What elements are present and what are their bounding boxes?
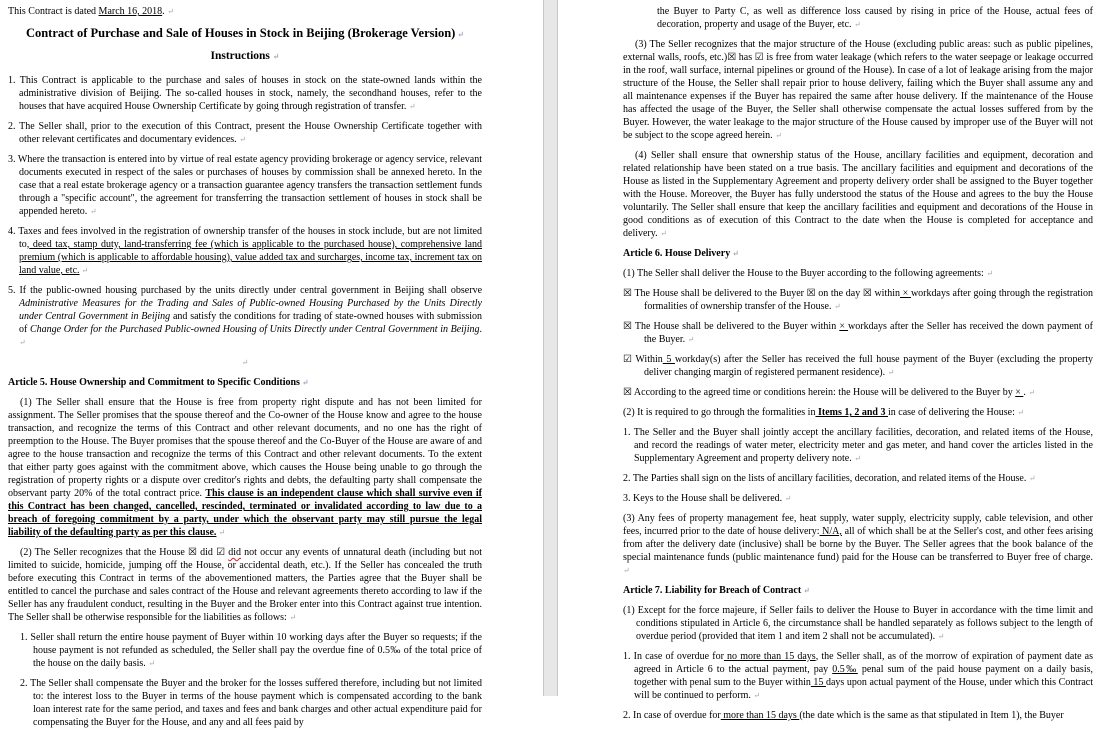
text-run: Article 7. Liability for Breach of Contract xyxy=(623,585,802,596)
list-marker: 2. xyxy=(8,121,20,132)
text-run: workdays after the Seller has received the down payment of the Buyer. xyxy=(644,321,1093,345)
text-run: penal sum of the paid house payment on a daily basis, together with penal sum to the Buyer within xyxy=(634,664,1093,688)
text-run: more than 15 days xyxy=(720,710,800,721)
paragraph-mark-icon: ↵ xyxy=(167,7,174,16)
text-run: The House shall be delivered to the Buyer ☒ on the day ☒ within xyxy=(634,288,901,299)
instructions-heading xyxy=(8,49,482,64)
text-run: In case of overdue for xyxy=(633,710,721,721)
text-run: Article 5. House Ownership and Commitment to Specific Conditions xyxy=(8,377,300,388)
paragraph-mark-icon: ↵ xyxy=(937,632,945,641)
overdue-item-1 xyxy=(623,650,1093,702)
list-marker: 2. xyxy=(623,710,633,721)
paragraph-mark-icon: ↵ xyxy=(89,207,97,216)
delivery-option-4 xyxy=(623,386,1093,399)
text-run: did xyxy=(228,547,241,558)
text-run: (2) It is required to go through the formalities in xyxy=(623,407,816,418)
text-run: . xyxy=(1023,387,1029,398)
text-run: March 16, 2018 xyxy=(98,6,163,17)
article6-para-1 xyxy=(623,267,1093,280)
page-gap-divider xyxy=(543,0,558,696)
checkbox-x-icon: ☒ xyxy=(623,387,634,398)
paragraph-mark-icon: ↵ xyxy=(775,131,782,140)
text-run: workday(s) after the Seller has received the full house payment of the Buyer (excluding the property deliver changing margin of registered permanent residence). xyxy=(644,354,1093,378)
list-marker: 3. xyxy=(8,154,18,165)
instruction-item-5 xyxy=(8,284,482,349)
empty-paragraph xyxy=(8,356,482,369)
text-run: deed tax, stamp duty, land-transferring fee (which is applicable to the purchased house), comprehensive land premium (which is applicable to affordable housing), value added tax and surcharges, income tax, increment tax on land value, etc. xyxy=(19,239,482,276)
paragraph-mark-icon: ↵ xyxy=(216,528,226,537)
article5-heading xyxy=(8,376,482,389)
checkbox-check-icon: ☑ xyxy=(623,354,636,365)
text-run: workdays after going through the registration formalities of ownership transfer of the House. xyxy=(644,288,1094,312)
text-run: Administrative Measures for the Trading and Sales of Public-owned Housing Purchased by the Units Directly under Central Government in Beijing xyxy=(19,298,482,322)
text-run: (3) Any fees of property management fee, heat supply, water supply, electricity supply, cable television, and other fees, incurred prior to the date of house delivery: xyxy=(623,513,1093,537)
page-left[interactable] xyxy=(8,5,482,736)
list-marker: (1) xyxy=(623,605,638,616)
paragraph-mark-icon: ↵ xyxy=(19,338,26,347)
text-run: , the Seller shall, as of the morrow of expiration of payment date as agreed in Article 6 to the actual payment, pay xyxy=(634,651,1094,675)
list-marker: 1. xyxy=(623,427,634,438)
text-run: (1) The Seller shall ensure that the House is free from property right dispute and has not been limited for assignment. The Seller promises that the spouse thereof and the Co-owner of the House know and agree to the house transaction, and recognize the terms of this Contract and other relevant documents, and no one has the right of preemption to the House. The Buyer promises that the spouse thereof and the Co-Buyer of the House are aware of and agree to the house transaction and recognize the terms of this Contract and other relevant documents. To the extent that either party goes against with the commitment above, which causes the House being unable to go through the registration of property rights or a dispute over creditor's rights and debts, the defaulting party shall compensate the observant party 20% of the total contract price. xyxy=(8,397,482,499)
paragraph-mark-icon: ↵ xyxy=(289,613,297,622)
text-run: Article 6. House Delivery xyxy=(623,248,731,259)
text-run: In case of overdue for xyxy=(633,651,724,662)
article5-para-3 xyxy=(623,38,1093,142)
article7-heading xyxy=(623,584,1093,597)
text-run: Within xyxy=(635,354,663,365)
checkbox-x-icon: ☒ xyxy=(623,321,635,332)
paragraph-mark-icon: ↵ xyxy=(730,249,739,258)
text-run: × xyxy=(900,288,911,299)
paragraph-mark-icon: ↵ xyxy=(239,135,246,144)
paragraph-mark-icon: ↵ xyxy=(660,229,667,238)
delivery-option-1 xyxy=(623,287,1093,313)
text-run: . xyxy=(162,6,168,17)
paragraph-mark-icon: ↵ xyxy=(148,659,155,668)
contract-title xyxy=(8,25,482,43)
paragraph-mark-icon: ↵ xyxy=(299,378,309,387)
paragraph-mark-icon: ↵ xyxy=(854,454,861,463)
text-run: 0.5‰ xyxy=(832,664,858,675)
instruction-item-4 xyxy=(8,225,482,277)
paragraph-mark-icon: ↵ xyxy=(455,30,465,39)
paragraph-mark-icon: ↵ xyxy=(887,368,895,377)
text-run: and satisfy the conditions for trading of state-owned houses with submission of xyxy=(19,311,482,335)
paragraph-mark-icon: ↵ xyxy=(801,586,810,595)
text-run: Where the transaction is entered into by virtue of real estate agency providing brokerage or agency service, relevant documents executed in respect of the sales or purchases of houses by commission shall be annexed hereto. In the case that a real estate brokerage agency or a transaction guarantee agency transfers the transaction settlement funds through a "specific account", the agreement for transferring the transaction settlement of houses in stock shall be appended hereto. xyxy=(17,154,482,217)
text-run: . xyxy=(479,324,482,335)
article5-para-2 xyxy=(8,546,482,624)
paragraph-mark-icon: ↵ xyxy=(79,266,89,275)
text-run: × xyxy=(1015,387,1024,398)
text-run: (the date which is the same as that stipulated in Item 1), the Buyer xyxy=(799,710,1064,721)
text-run: This Contract is applicable to the purchase and sales of houses in stock on the state-owned lands within the administrative division of Beijing. The so-called houses in stock, namely, the secondhand houses, refer to the houses that have acquired House Ownership Certificate by going through registration of transfer. xyxy=(19,75,482,112)
instruction-item-1 xyxy=(8,74,482,113)
text-run: in case of delivering the House: xyxy=(887,407,1018,418)
checkbox-x-icon: ☒ xyxy=(623,288,635,299)
text-run: Seller shall return the entire house payment of Buyer within 10 working days after the Buyer so requests; if the house payment is not refunded as scheduled, the Seller shall pay the overdue fine of 0.5‰ of the total price of the house on the daily basis. xyxy=(30,632,482,669)
paragraph-mark-icon: ↵ xyxy=(753,691,761,700)
paragraph-mark-icon: ↵ xyxy=(833,302,841,311)
list-marker: 3. xyxy=(623,493,633,504)
text-run: (4) Seller shall ensure that ownership status of the House, ancillary facilities and equipment, decoration and related relationship have been stated on a true basis. The ancillary facilities and equipment and decorations of the House as listed in the Supplementary Agreement and property delivery order shall be assigned to the Buyer together with the House. Moreover, the Buyer has fully understood the status of the House and agrees to the buy the House voluntarily. The Seller shall ensure that keep the ancillary facilities and equipment and decorations of the House in good conditions as of execution of this Contract to the date when the House is completed for acceptance and delivery. xyxy=(623,150,1093,239)
instruction-item-3 xyxy=(8,153,482,218)
text-run: (2) The Seller recognizes that the House ☒ did ☑ xyxy=(20,547,229,558)
text-run: The Seller shall compensate the Buyer and the broker for the losses suffered therefore, including but not limited to: the interest loss to the Buyer in terms of the house payment which is compensated according to the bank loan interest rate for the same period, and taxes and fees and bank charges and other actual expenditure paid for compensating the Buyer for the House, and any and all fees paid by xyxy=(30,678,482,728)
paragraph-mark-icon: ↵ xyxy=(408,102,416,111)
article6-para-2 xyxy=(623,406,1093,419)
liability-item-2-continuation xyxy=(623,5,1093,31)
text-run: Change Order for the Purchased Public-owned Housing of Units Directly under Central Government in Beijing xyxy=(29,324,480,335)
delivery-formality-item-2 xyxy=(623,472,1093,485)
article5-liability-item-1 xyxy=(8,631,482,670)
text-run: 15 xyxy=(810,677,826,688)
paragraph-mark-icon: ↵ xyxy=(1028,474,1036,483)
text-run: If the public-owned housing purchased by the units directly under central government in Beijing shall observe xyxy=(19,285,483,296)
instruction-item-2 xyxy=(8,120,482,146)
text-run: (3) The Seller recognizes that the major structure of the House (excluding public areas: such as public pipelines, external walls, roofs, etc.)☒ has ☑ is free from water leakage (which refers to the water seepage or leakage occurred in the roof, wall surface, internal pipelines or ground of the House). In case of a lot of leakage arising from the major structure of the House, the Seller shall repair prior to house delivery, failing which the Buyer shall assume any and all maintenance expenses if the Buyer has repaired the same after house delivery. If the maintenance of the House has affected the usage of the Buyer, the Seller shall otherwise compensate the actual losses suffered from by the Buyer. However, the water leakage to the major structure of the House caused by improper use of the Buyer will not be subject to the scope agreed herein. xyxy=(623,39,1093,141)
paragraph-mark-icon: ↵ xyxy=(854,20,861,29)
text-run: Instructions xyxy=(210,50,273,62)
list-marker: 1. xyxy=(623,651,634,662)
paragraph-mark-icon: ↵ xyxy=(241,358,249,367)
list-marker: 1. xyxy=(8,75,20,86)
article6-heading xyxy=(623,247,1093,260)
article5-liability-item-2 xyxy=(8,677,482,729)
text-run: According to the agreed time or conditions herein: the House will be delivered to the Buyer by xyxy=(633,387,1016,398)
text-run: × xyxy=(839,321,849,332)
text-run: The Seller and the Buyer shall jointly accept the ancillary facilities, decoration, and related items of the House, and record the readings of water meter, electricity meter and gas meter, and hand cover the articles listed in the Supplementary Agreement and property delivery note. xyxy=(633,427,1093,464)
delivery-formality-item-3 xyxy=(623,492,1093,505)
paragraph-mark-icon: ↵ xyxy=(687,335,695,344)
list-marker: 2. xyxy=(623,473,633,484)
text-run: Taxes and fees involved in the registration of ownership transfer of the houses in stock include, but are not limited to, xyxy=(18,226,482,250)
text-run: N/A, xyxy=(819,526,842,537)
article6-para-3 xyxy=(623,512,1093,577)
text-run: The Seller shall, prior to the execution of this Contract, present the House Ownership Certificate together with other relevant certificates and documentary evidences. xyxy=(19,121,482,145)
delivery-option-2 xyxy=(623,320,1093,346)
dateline xyxy=(8,5,482,18)
text-run: (1) The Seller shall deliver the House to the Buyer according to the following agreements: xyxy=(623,268,987,279)
overdue-item-2 xyxy=(623,709,1093,722)
delivery-formality-item-1 xyxy=(623,426,1093,465)
page-right[interactable] xyxy=(623,5,1093,729)
text-run: The House shall be delivered to the Buyer within xyxy=(634,321,840,332)
text-run: Items 1, 2 and 3 xyxy=(815,407,888,418)
list-marker: 2. xyxy=(20,678,31,689)
article5-para-1 xyxy=(8,396,482,539)
paragraph-mark-icon: ↵ xyxy=(272,52,280,61)
paragraph-mark-icon: ↵ xyxy=(784,494,792,503)
list-marker: 5. xyxy=(8,285,20,296)
paragraph-mark-icon: ↵ xyxy=(1017,408,1025,417)
paragraph-mark-icon: ↵ xyxy=(986,269,994,278)
text-run: Keys to the House shall be delivered. xyxy=(633,493,785,504)
text-run: This Contract is dated xyxy=(8,6,99,17)
list-marker: 1. xyxy=(20,632,31,643)
text-run: 5 xyxy=(662,354,675,365)
text-run: no more than 15 days xyxy=(723,651,816,662)
text-run: all of which shall be at the Seller's cost, and other fees arising from after the delivery date (inclusive) shall be borne by the Buyer. The Seller agrees that the book balance of the special maintenance funds (public maintenance fund) paid for the House can be transferred to Buyer free of charge. xyxy=(623,526,1093,563)
text-run: days upon actual payment of the House, under which this Contract will be continued to perform. xyxy=(634,677,1093,701)
text-run: The Parties shall sign on the lists of ancillary facilities, decoration, and related items of the House. xyxy=(632,473,1029,484)
text-run: not occur any events of unnatural death (including but not limited to suicide, homicide, jumping off the House, or accidental death, etc.). If the Seller has concealed the truth before executing this Contract in terms of the abovementioned matters, the Parties agree that the Buyer shall be entitled to cancel the purchase and sales contract of the House and relevant agreements thereto according to law if the Seller has any fraudulent conduct, resulting in the Buyer and the Broker enter into this Contract against true intention. The Seller shall be otherwise responsible for the liabilities as follows: xyxy=(8,547,482,623)
article5-para-4 xyxy=(623,149,1093,240)
text-run: Except for the force majeure, if Seller fails to deliver the House to Buyer in accordance with the time limit and conditions stipulated in Article 6, the circumstance shall be handled separately as follows subject to the length of overdue period (provided that item 1 and item 2 shall not be accumulated). xyxy=(636,605,1093,642)
text-run: Contract of Purchase and Sale of Houses in Stock in Beijing (Brokerage Version) xyxy=(25,26,456,40)
paragraph-mark-icon: ↵ xyxy=(1028,388,1036,397)
text-run: the Buyer to Party C, as well as difference loss caused by rising in price of the House, actual fees of decoration, property and usage of the Buyer, etc. xyxy=(657,6,1093,30)
text-run: This clause is an independent clause which shall survive even if this Contract has been changed, cancelled, rescinded, terminated or invalidated according to law due to a breach of foregoing commitment by a party, under which the observant party may still pursue the legal liability of the defaulting party as per this clause. xyxy=(8,488,482,538)
article7-para-1 xyxy=(623,604,1093,643)
paragraph-mark-icon: ↵ xyxy=(623,566,630,575)
list-marker: 4. xyxy=(8,226,19,237)
delivery-option-3 xyxy=(623,353,1093,379)
